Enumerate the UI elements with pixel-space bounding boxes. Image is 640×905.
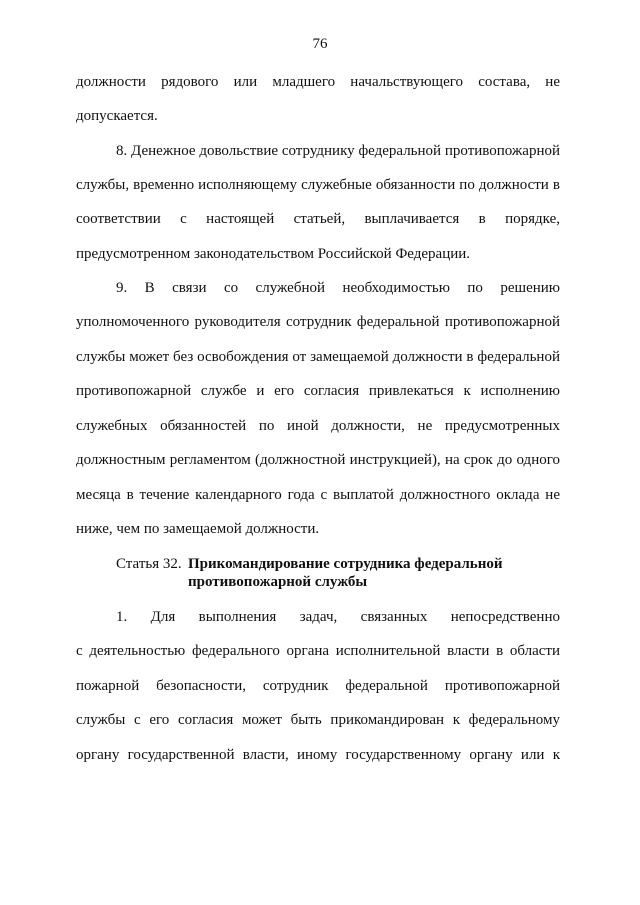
text-line: ниже, чем по замещаемой должности. — [76, 521, 320, 537]
article-title-line: противопожарной службы — [188, 574, 368, 590]
text-line: 9. В связи со служебной необходимостью по решению — [116, 280, 560, 296]
text-line: службы может без освобождения от замещаемой должности в федеральной — [76, 349, 560, 365]
text-line: допускается. — [76, 108, 158, 124]
article-label: Статья 32. — [116, 556, 182, 572]
article-title-line: Прикомандирование сотрудника федеральной — [188, 556, 503, 572]
text-line: соответствии с настоящей статьей, выплачивается в порядке, — [76, 211, 560, 227]
text-line: службы, временно исполняющему служебные обязанности по должности в — [76, 177, 560, 193]
text-line: с деятельностью федерального органа исполнительной власти в области — [76, 643, 560, 659]
text-line: органу государственной власти, иному государственному органу или к — [76, 747, 560, 763]
text-line: должности рядового или младшего начальствующего состава, не — [76, 74, 560, 90]
text-line: уполномоченного руководителя сотрудник федеральной противопожарной — [76, 314, 560, 330]
text-line: месяца в течение календарного года с выплатой должностного оклада не — [76, 487, 560, 503]
text-line: должностным регламентом (должностной инструкцией), на срок до одного — [76, 452, 560, 468]
text-line: службы с его согласия может быть прикомандирован к федеральному — [76, 712, 560, 728]
text-line: предусмотренном законодательством Российской Федерации. — [76, 246, 471, 262]
text-line: служебных обязанностей по иной должности, не предусмотренных — [76, 418, 560, 434]
text-line: 1. Для выполнения задач, связанных непосредственно — [116, 609, 560, 625]
text-line: 8. Денежное довольствие сотруднику федеральной противопожарной — [116, 143, 560, 159]
text-line: пожарной безопасности, сотрудник федеральной противопожарной — [76, 678, 560, 694]
page-number: 76 — [312, 36, 328, 52]
text-line: противопожарной службе и его согласия привлекаться к исполнению — [76, 383, 560, 399]
